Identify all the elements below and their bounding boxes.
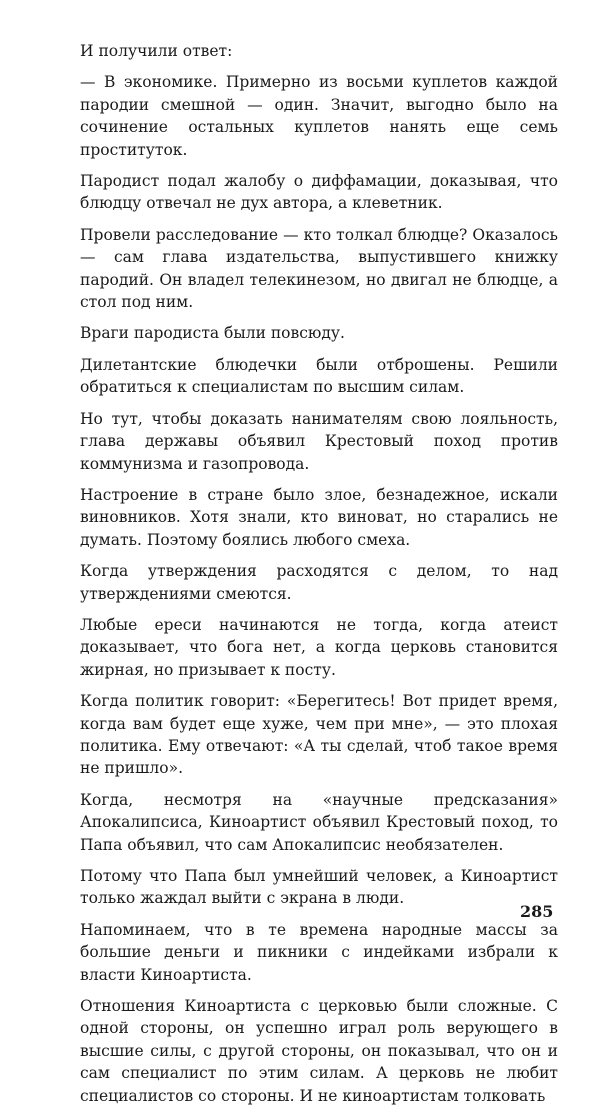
paragraph-9: Когда утверждения расходятся с делом, то над утверждениями смеются.: [80, 562, 558, 603]
page-number: 285: [520, 902, 554, 921]
paragraph-13: Потому что Папа был умнейший человек, а Киноартист только жаждал выйти с экрана в люди.: [80, 867, 558, 908]
paragraph-11: Когда политик говорит: «Берегитесь! Вот придет время, когда вам будет еще хуже, чем при мне», — это плохая политика. Ему отвечают: «А ты сделай, чтоб такое время не пришло».: [80, 692, 558, 778]
paragraph-5: Враги пародиста были повсюду.: [80, 324, 345, 343]
page-text-block: [80, 40, 558, 1116]
paragraph-12: Когда, несмотря на «научные предсказания» Апокалипсиса, Киноартист объявил Крестовый поход, то Папа объявил, что сам Апокалипсис необязателен.: [80, 790, 558, 854]
paragraph-3: Пародист подал жалобу о диффамации, доказывая, что блюдцу отвечал не дух автора, а клеветник.: [80, 172, 558, 213]
paragraph-14: Напоминаем, что в те времена народные массы за большие деньги и пикники с индейками избрали к власти Киноартиста.: [80, 920, 558, 984]
paragraph-8: Настроение в стране было злое, безнадежное, искали виновников. Хотя знали, кто виноват, но старались не думать. Поэтому боялись любого смеха.: [80, 485, 558, 549]
paragraph-2: — В экономике. Примерно из восьми куплетов каждой пародии смешной — один. Значит, выгодно было на сочинение остальных куплетов нанять еще семь проституток.: [80, 73, 558, 159]
paragraph-6: Дилетантские блюдечки были отброшены. Решили обратиться к специалистам по высшим силам.: [80, 355, 558, 397]
paragraph-15: Отношения Киноартиста с церковью были сложные. С одной стороны, он успешно играл роль верующего в высшие силы, с другой стороны, он показывал, что он и сам специалист по этим силам. А церковь не любит специалистов со стороны. И не киноартистам толковать: [80, 997, 558, 1105]
paragraph-7: Но тут, чтобы доказать нанимателям свою лояльность, глава державы объявил Крестовый поход против коммунизма и газопровода.: [80, 409, 558, 473]
paragraph-4: Провели расследование — кто толкал блюдце? Оказалось — сам глава издательства, выпустившего книжку пародий. Он владел телекинезом, но двигал не блюдце, а стол под ним.: [80, 225, 558, 312]
paragraph-1: И получили ответ:: [80, 42, 233, 60]
paragraph-10: Любые ереси начинаются не тогда, когда атеист доказывает, что бога нет, а когда церковь становится жирная, но призывает к посту.: [80, 615, 558, 679]
